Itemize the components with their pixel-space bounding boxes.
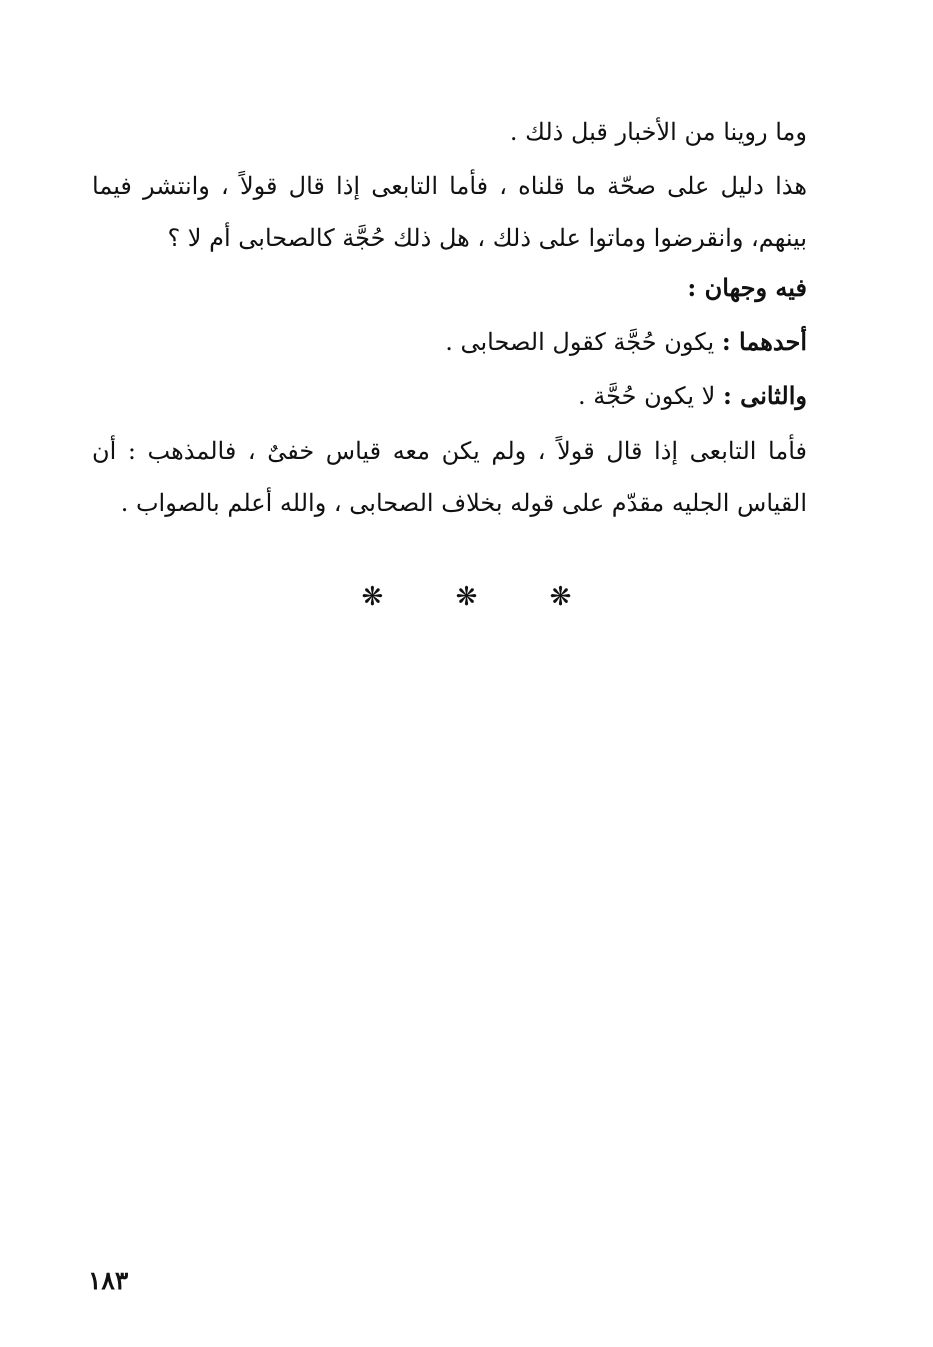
paragraph-text <box>92 316 837 368</box>
paragraph-narrations <box>92 106 837 158</box>
second-view-lead: والثانى : <box>722 381 807 410</box>
section-separator <box>0 582 933 612</box>
first-view-lead: أحدهما : <box>721 327 807 356</box>
asterism-icon: ❋ <box>455 582 478 612</box>
asterism-icon: ❋ <box>361 582 384 612</box>
paragraph-conclusion <box>92 425 837 529</box>
asterism-icon: ❋ <box>549 582 572 612</box>
first-view-text: يكون حُجَّة كقول الصحابى . <box>445 328 722 356</box>
paragraph-text <box>92 370 837 422</box>
paragraph-follower-opinion-question <box>92 160 837 264</box>
second-view-text: لا يكون حُجَّة . <box>577 382 723 410</box>
paragraph-text: فأما التابعى إذا قال قولاً ، ولم يكن معه قياس خفىٌ ، فالمذهب : أن القياس الجليه مقدّم على قوله بخلاف الصحابى ، والله أعلم بالصواب . <box>92 437 807 517</box>
page-number: ١٨٣ <box>88 1266 129 1295</box>
paragraph-second-view <box>92 370 837 422</box>
paragraph-text: وما روينا من الأخبار قبل ذلك . <box>509 118 807 146</box>
paragraph-text: فيه وجهان : <box>687 273 807 302</box>
paragraph-text: هذا دليل على صحّة ما قلناه ، فأما التابعى إذا قال قولاً ، وانتشر فيما بينهم، وانقرضوا وماتوا على ذلك ، هل ذلك حُجَّة كالصحابى أم لا ؟ <box>92 172 807 252</box>
paragraph-first-view <box>92 316 837 368</box>
paragraph-two-views-heading <box>92 262 837 314</box>
